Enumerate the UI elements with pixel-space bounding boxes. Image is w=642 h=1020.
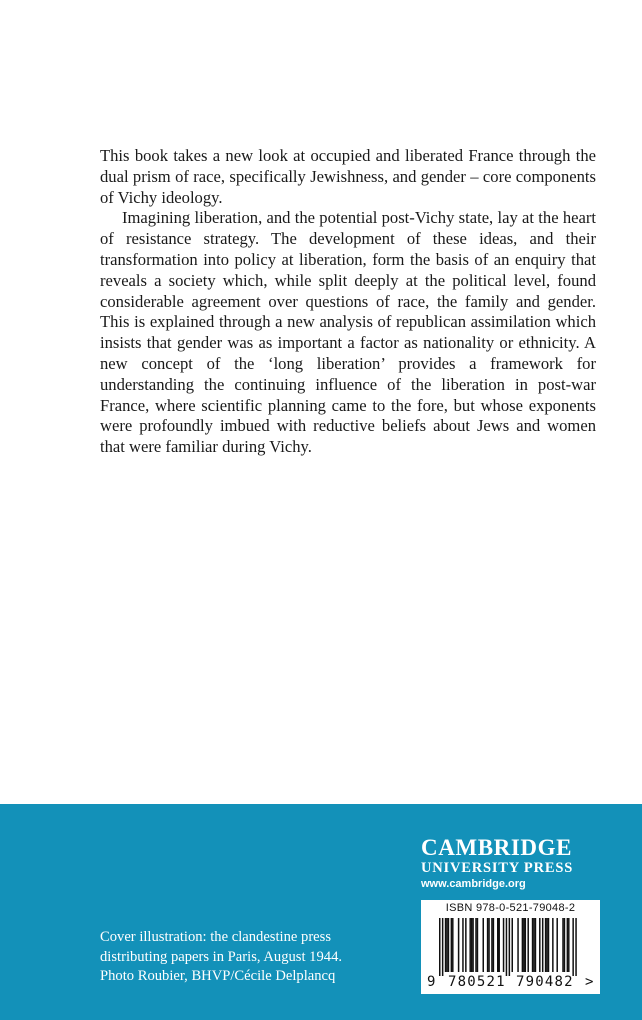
barcode-bar bbox=[527, 918, 529, 972]
back-cover-blurb bbox=[100, 146, 596, 458]
barcode-bar bbox=[462, 918, 464, 972]
publisher-url: www.cambridge.org bbox=[421, 878, 526, 890]
barcode-bar bbox=[442, 918, 444, 976]
barcode-digits-right: 790482 bbox=[516, 974, 574, 990]
barcode-bar bbox=[525, 918, 527, 972]
barcode-bar bbox=[568, 918, 570, 972]
barcode-bar bbox=[488, 918, 490, 972]
barcode-bar bbox=[493, 918, 495, 972]
barcode-digit-trail: > bbox=[585, 974, 594, 990]
barcode-digit-lead: 9 bbox=[427, 974, 436, 990]
publisher-subtitle: UNIVERSITY PRESS bbox=[421, 860, 574, 876]
barcode-bar bbox=[451, 918, 453, 972]
barcode-bar bbox=[533, 918, 535, 972]
barcode-bar bbox=[562, 918, 564, 972]
barcode-bar bbox=[475, 918, 477, 972]
barcode-bar bbox=[465, 918, 467, 972]
publisher-name: CAMBRIDGE bbox=[421, 835, 573, 860]
barcode-bar bbox=[517, 918, 519, 972]
barcode-bar bbox=[522, 918, 524, 972]
barcode-bar bbox=[532, 918, 534, 972]
blurb-paragraph-1: This book takes a new look at occupied and liberated France through the dual prism of race, specifically Jewishness, and gender – core components of Vichy ideology. bbox=[100, 146, 596, 207]
barcode-bar bbox=[542, 918, 544, 972]
barcode-bar bbox=[458, 918, 460, 972]
barcode-bar bbox=[452, 918, 454, 972]
barcode-bar bbox=[546, 918, 548, 972]
isbn-barcode-box bbox=[421, 900, 600, 994]
barcode-bar bbox=[498, 918, 500, 972]
barcode-bar bbox=[491, 918, 493, 972]
barcode-bar bbox=[556, 918, 558, 972]
barcode-bar bbox=[552, 918, 554, 972]
barcode-bar bbox=[471, 918, 473, 972]
barcode-bar bbox=[503, 918, 505, 972]
cover-illustration-credit bbox=[100, 928, 400, 987]
barcode-bar bbox=[448, 918, 450, 972]
barcode-bar bbox=[506, 918, 508, 976]
barcode-bar bbox=[446, 918, 448, 972]
barcode-bar bbox=[472, 918, 474, 972]
publisher-logo bbox=[421, 836, 591, 892]
barcode-bar bbox=[445, 918, 447, 972]
barcode-bar bbox=[548, 918, 550, 972]
credit-line-1: Cover illustration: the clandestine press bbox=[100, 929, 332, 945]
barcode-bar bbox=[497, 918, 499, 972]
barcode-bar bbox=[564, 918, 566, 972]
barcode-bar bbox=[487, 918, 489, 972]
barcode-icon bbox=[421, 918, 600, 976]
barcode-digits-left: 780521 bbox=[448, 974, 506, 990]
barcode-bar bbox=[545, 918, 547, 972]
barcode-bar bbox=[567, 918, 569, 972]
isbn-label: ISBN 978-0-521-79048-2 bbox=[445, 902, 576, 914]
barcode-bar bbox=[477, 918, 479, 972]
credit-line-3: Photo Roubier, BHVP/Cécile Delplancq bbox=[100, 968, 336, 984]
barcode-bar bbox=[483, 918, 485, 972]
barcode-bar bbox=[523, 918, 525, 972]
barcode-bar bbox=[575, 918, 577, 976]
barcode-bar bbox=[539, 918, 541, 972]
barcode-bar bbox=[439, 918, 441, 976]
blurb-paragraph-2: Imagining liberation, and the potential post-Vichy state, lay at the heart of resistance strategy. The development of these ideas, and their transformation into policy at liberation, form the basis of an enquiry that reveals a society which, while split deeply at the political level, found considerable agreement over questions of race, the family and gender. This is explained through a new analysis of republican assimilation which insists that gender was as important a factor as nationality or ethnicity. A new concept of the ‘long liberation’ provides a framework for understanding the continuing influence of the liberation in post-war France, where scientific planning came to the fore, but whose exponents were profoundly imbued with reductive beliefs about Jews and women that were familiar during Vichy. bbox=[100, 208, 596, 457]
barcode-bar bbox=[469, 918, 471, 972]
credit-line-2: distributing papers in Paris, August 1944. bbox=[100, 948, 343, 965]
barcode-bar bbox=[572, 918, 574, 976]
barcode-bar bbox=[535, 918, 537, 972]
barcode-bar bbox=[509, 918, 511, 976]
barcode-bar bbox=[512, 918, 514, 972]
